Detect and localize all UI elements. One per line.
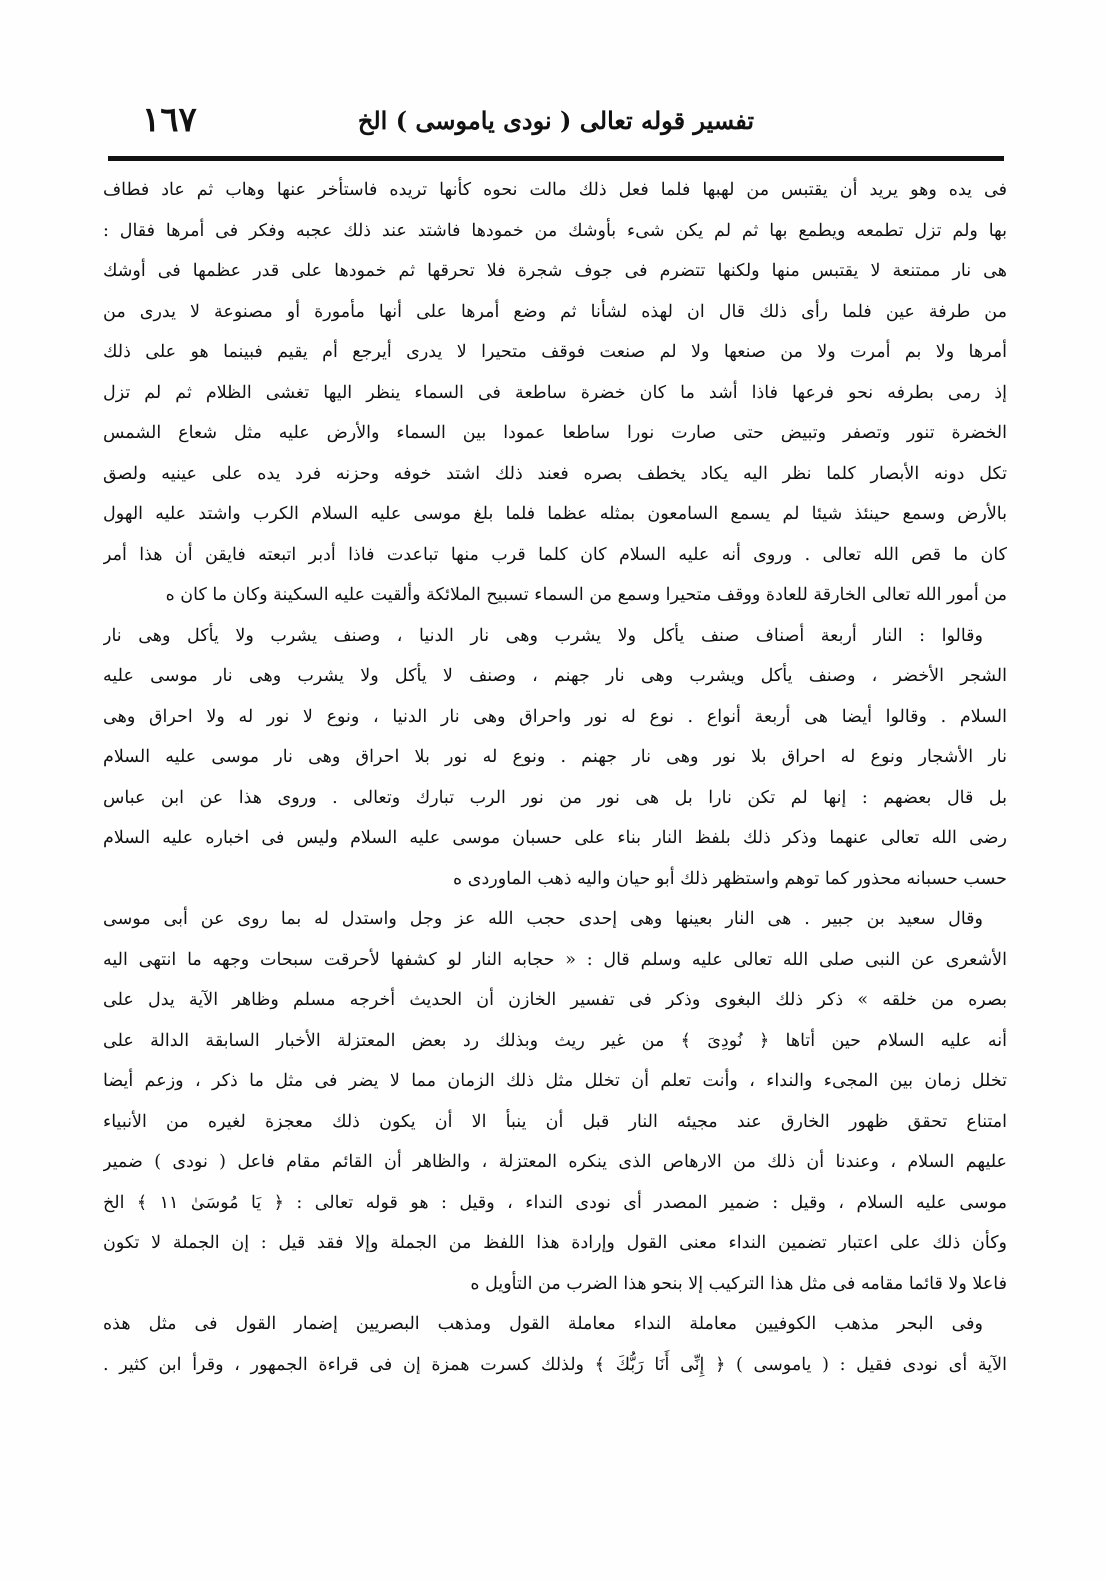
text-line: نار الأشجار ونوع له احراق بلا نور وهى نار جهنم . ونوع له نور بلا احراق وهى نار موسى عليه السلام [103, 747, 1007, 767]
text-line: كان ما قص الله تعالى . وروى أنه عليه السلام كان كلما قرب منها تباعدت فاذا أدبر اتبعته فايقن أن هذا أمر [103, 544, 1007, 565]
text-line: الشجر الأخضر ، وصنف يأكل ويشرب وهى نار جهنم ، وصنف لا يأكل ولا يشرب وهى نار موسى عليه [103, 666, 1007, 686]
text-line: من طرفة عين فلما رأى ذلك قال ان لهذه لشأنا ثم وضع أمرها على أنها مأمورة أو مصنوعة لا يدرى من [103, 301, 1007, 322]
text-line: بها ولم تزل تطمعه ويطمع بها ثم لم يكن شىء بأوشك من خمودها فاشتد عند ذلك عجبه وفكر فى أمرها فقال : [103, 220, 1007, 241]
text-line: موسى عليه السلام ، وقيل : ضمير المصدر أى نودى النداء ، وقيل : هو قوله تعالى : ﴿ يَا مُوسَىٰ ١١ ﴾ الخ [103, 1192, 1007, 1213]
text-line: من أمور الله تعالى الخارقة للعادة ووقف متحيرا وسمع من السماء تسبيح الملائكة وألقيت عليه السكينة وكان ما كان ه [165, 585, 1007, 605]
text-line: تكل دونه الأبصار كلما نظر اليه يكاد يخطف بصره فعند ذلك اشتد خوفه وحزنه فرد يده على عينيه ولصق [103, 463, 1007, 484]
text-line: حسب حسبانه محذور كما توهم واستظهر ذلك أبو حيان واليه ذهب الماوردى ه [453, 868, 1007, 889]
text-line: أمرها ولا بم أمرت ولا من صنعها ولا لم صنعت فوقف متحيرا لا يدرى أيرجع أم يقيم فبينما هو على ذلك [103, 342, 1007, 362]
text-line: وكأن ذلك على اعتبار تضمين النداء معنى القول وإرادة هذا اللفظ من الجملة وإلا فقد قيل : إن الجملة لا تكون [103, 1233, 1007, 1253]
text-line: تخلل زمان بين المجىء والنداء ، وأنت تعلم أن تخلل مثل ذلك الزمان مما لا يضر فى مثل ما ذكر ، وزعم أيضا [103, 1071, 1007, 1091]
text-line: فى يده وهو يريد أن يقتبس من لهبها فلما فعل ذلك مالت نحوه كأنها تريده فاستأخر عنها وهاب ثم عاد فطاف [103, 180, 1007, 200]
text-line: وقال سعيد بن جبير . هى النار بعينها وهى إحدى حجب الله عز وجل واستدل له بما روى عن أبى موسى [103, 909, 983, 929]
text-line: امتناع تحقق ظهور الخارق عند مجيئه النار قبل أن ينبأ الا أن يكون ذلك معجزة لغيره من الأنبياء [103, 1111, 1007, 1132]
text-line: رضى الله تعالى عنهما وذكر ذلك بلفظ النار بناء على حسبان موسى عليه السلام وليس فى اخباره عليه السلام [103, 828, 1007, 848]
text-line: الخضرة تنور وتصفر وتبيض حتى صارت نورا ساطعا عمودا بين السماء والأرض عليه مثل شعاع الشمس [103, 423, 1007, 443]
text-line: الآية أى نودى فقيل : ( ياموسى ) ﴿ إِنِّى أَنَا رَبُّكَ ﴾ ولذلك كسرت همزة إن فى قراءة الجمهور ، وقرأ ابن كثير . [103, 1354, 1007, 1375]
text-line: وفى البحر مذهب الكوفيين معاملة النداء معاملة القول ومذهب البصريين إضمار القول فى مثل هذه [103, 1314, 983, 1334]
text-line: وقالوا : النار أربعة أصناف صنف يأكل ولا يشرب وهى نار الدنيا ، وصنف يشرب ولا يأكل وهى نار [103, 625, 983, 646]
text-line: عليهم السلام ، وعندنا أن ذلك من الارهاص الذى ينكره المعتزلة ، والظاهر أن القائم مقام فاعل ( نودى ) ضمير [103, 1152, 1007, 1172]
text-line: بالأرض وسمع حينئذ شيئا لم يسمع السامعون بمثله عظما فلما بلغ موسى عليه السلام الكرب واشتد عليه الهول [103, 504, 1007, 524]
text-line: بصره من خلقه » ذكر ذلك البغوى وذكر فى تفسير الخازن أن الحديث أخرجه مسلم وظاهر الآية يدل على [103, 990, 1007, 1010]
body-text [103, 170, 1007, 1385]
text-line: إذ رمى بطرفه نحو فرعها فاذا أشد ما كان خضرة ساطعة فى السماء ينظر اليها تغشى الظلام ثم لم تزل [103, 382, 1007, 403]
page-header [108, 100, 1004, 148]
text-line: بل قال بعضهم : إنها لم تكن نارا بل هى نور من نور الرب تبارك وتعالى . وروى هذا عن ابن عباس [103, 787, 1007, 808]
text-line: الأشعرى عن النبى صلى الله تعالى عليه وسلم قال : « حجابه النار لو كشفها لأحرقت سبحات وجهه ما انتهى اليه [103, 949, 1007, 970]
header-divider [108, 156, 1004, 161]
page-number: ١٦٧ [142, 100, 197, 140]
text-line: السلام . وقالوا أيضا هى أربعة أنواع . نوع له نور واحراق وهى نار الدنيا ، ونوع لا نور له ولا احراق وهى [103, 706, 1007, 727]
running-title: تفسير قوله تعالى ( نودى ياموسى ) الخ [357, 106, 755, 135]
text-line: أنه عليه السلام حين أتاها ﴿ نُودِىَ ﴾ من غير ريث وبذلك رد بعض المعتزلة الأخبار السابقة الدالة على [103, 1030, 1007, 1051]
text-line: فاعلا ولا قائما مقامه فى مثل هذا التركيب إلا بنحو هذا الضرب من التأويل ه [470, 1273, 1007, 1294]
text-line: هى نار ممتنعة لا يقتبس منها ولكنها تتضرم فى جوف شجرة فلا تحرقها ثم خمودها على قدر عظمها فى أوشك [103, 261, 1007, 281]
